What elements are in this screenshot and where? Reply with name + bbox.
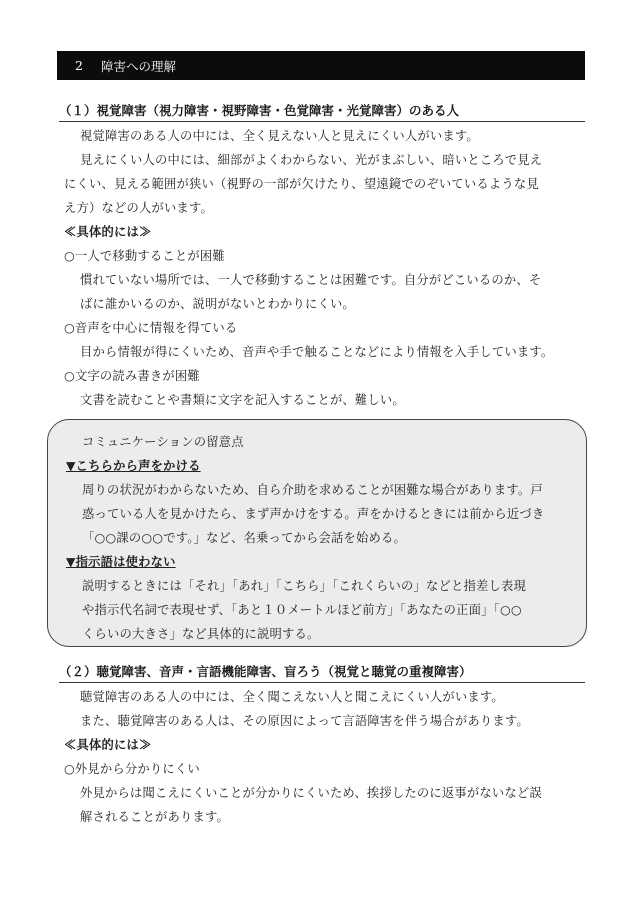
paragraph-line: え方）などの人がいます。 <box>64 201 213 215</box>
paragraph-line: 視覚障害のある人の中には、全く見えない人と見えにくい人がいます。 <box>80 129 479 143</box>
chapter-number: 2 <box>75 58 83 73</box>
chapter-banner <box>57 51 585 80</box>
list-item-title: ○外見から分かりにくい <box>64 762 200 776</box>
list-item-text: 目から情報が得にくいため、音声や手で触ることなどにより情報を入手しています。 <box>80 345 554 359</box>
paragraph-line: また、聴覚障害のある人は、その原因によって言語障害を伴う場合があります。 <box>80 714 529 728</box>
specifics-label: ≪具体的には≫ <box>64 224 152 239</box>
list-item-text: 解されることがあります。 <box>80 810 229 824</box>
list-item-title: ○一人で移動することが困難 <box>64 249 225 263</box>
point-text: 説明するときには「それ」「あれ」「こちら」「これくらいの」などと指差し表現 <box>82 579 526 593</box>
list-item-text: 慣れていない場所では、一人で移動することは困難です。自分がどこいるのか、そ <box>80 273 542 287</box>
specifics-label: ≪具体的には≫ <box>64 737 152 752</box>
section-heading: （１）視覚障害（視力障害・視野障害・色覚障害・光覚障害）のある人 <box>59 103 585 122</box>
box-title: コミュニケーションの留意点 <box>82 435 244 449</box>
chapter-title: 障害への理解 <box>101 58 177 74</box>
point-title: ▼こちらから声をかける <box>66 458 201 473</box>
point-text: や指示代名詞で表現せず、「あと１０メートルほど前方」「あなたの正面」「○○ <box>82 603 522 617</box>
list-item-text: 外見からは聞こえにくいことが分かりにくいため、挨拶したのに返事がないなど誤 <box>80 786 542 800</box>
list-item-title: ○文字の読み書きが困難 <box>64 369 200 383</box>
list-item-title: ○音声を中心に情報を得ている <box>64 321 238 335</box>
point-text: 「○○課の○○です。」など、名乗ってから会話を始める。 <box>82 531 407 545</box>
list-item-text: ばに誰かいるのか、説明がないとわかりにくい。 <box>80 297 355 311</box>
point-text: 周りの状況がわからないため、自ら介助を求めることが困難な場合があります。戸 <box>82 483 543 497</box>
list-item-text: 文書を読むことや書類に文字を記入することが、難しい。 <box>80 393 405 407</box>
paragraph-line: にくい、見える範囲が狭い（視野の一部が欠けたり、望遠鏡でのぞいているような見 <box>64 177 539 191</box>
paragraph-line: 聴覚障害のある人の中には、全く聞こえない人と聞こえにくい人がいます。 <box>80 690 504 704</box>
paragraph-line: 見えにくい人の中には、細部がよくわからない、光がまぶしい、暗いところで見え <box>80 153 543 167</box>
point-text: 惑っている人を見かけたら、まず声かけをする。声をかけるときには前から近づき <box>82 507 545 521</box>
point-title: ▼指示語は使わない <box>66 554 176 569</box>
point-text: くらいの大きさ」など具体的に説明する。 <box>82 627 320 641</box>
section-heading: （２）聴覚障害、音声・言語機能障害、盲ろう（視覚と聴覚の重複障害） <box>59 664 585 683</box>
